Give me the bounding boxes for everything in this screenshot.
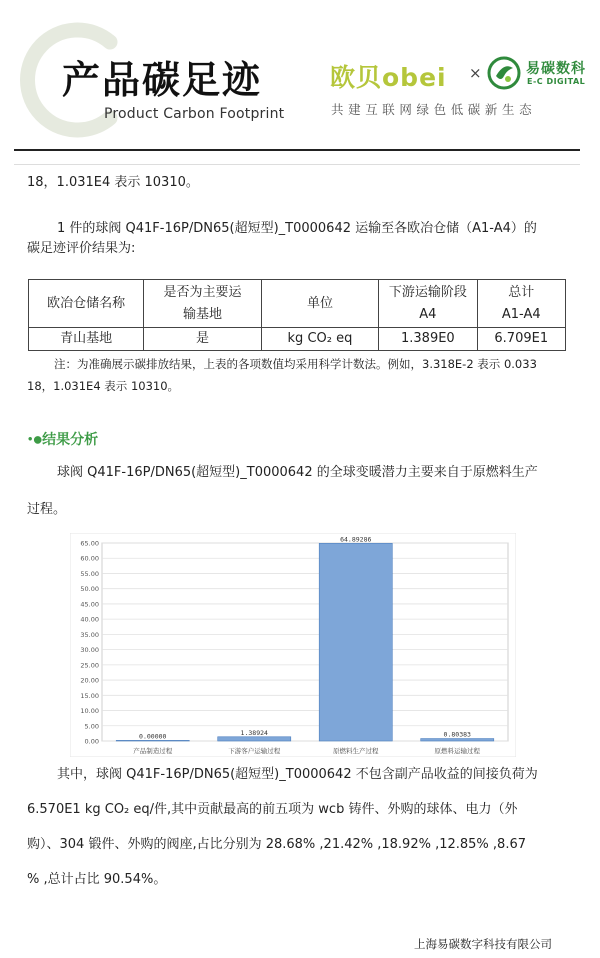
section-title: 结果分析 <box>42 432 99 448</box>
slogan: 共建互联网绿色低碳新生态 <box>331 102 537 117</box>
data-label: 0.00000 <box>139 732 167 741</box>
x-tick-label: 产品制造过程 <box>133 747 173 755</box>
cell-total: 6.709E1 <box>477 328 566 351</box>
ec-digital-logo-icon <box>487 56 521 90</box>
header-subdivider <box>14 164 580 165</box>
bullet-icon: •● <box>27 434 43 446</box>
times-sign: × <box>469 64 482 82</box>
analysis-line-2: 过程。 <box>27 502 67 517</box>
bar <box>319 543 392 741</box>
intro-line-1: 1 件的球阀 Q41F-16P/DN65(超短型)_T0000642 运输至各欧冶仓储（A1-A4）的 <box>57 221 537 236</box>
bar-chart <box>70 533 516 757</box>
plot-area <box>102 543 508 741</box>
conclusion-line-3: 购）、304 锻件、外购的阀座,占比分别为 28.68% ,21.42% ,18.92% ,12.85% ,8.67 <box>27 837 526 852</box>
ec-logo-english: E-C DIGITAL <box>527 77 586 86</box>
data-label: 64.89286 <box>340 535 372 544</box>
footer-company: 上海易碳数字科技有限公司 <box>414 937 552 951</box>
conclusion-line-2: 6.570E1 kg CO₂ eq/件,其中贡献最高的前五项为 wcb 铸件、外购的球体、电力（外 <box>27 802 518 817</box>
bar <box>421 739 494 741</box>
ec-logo-name: 易碳数科 <box>526 61 586 77</box>
header-cell-total: 总计 A1-A4 <box>477 280 566 328</box>
y-tick-label: 40.00 <box>80 615 99 624</box>
cell-unit: kg CO₂ eq <box>261 328 379 351</box>
y-tick-label: 10.00 <box>80 707 99 716</box>
y-tick-label: 25.00 <box>80 661 99 670</box>
top-fragment: 18，1.031E4 表示 10310。 <box>27 175 199 190</box>
cell-main-base: 是 <box>144 328 261 351</box>
cell-downstream: 1.389E0 <box>379 328 477 351</box>
y-tick-label: 0.00 <box>84 737 99 746</box>
header-divider <box>14 149 580 151</box>
data-label: 1.38924 <box>240 728 268 737</box>
cell-warehouse: 青山基地 <box>29 328 144 351</box>
x-tick-label: 下游客户运输过程 <box>228 747 281 755</box>
y-tick-label: 45.00 <box>80 600 99 609</box>
header-cell-warehouse: 欧冶仓储名称 <box>29 280 144 328</box>
results-table <box>28 279 566 351</box>
obei-logo: 欧贝obei <box>330 63 447 92</box>
x-tick-label: 原燃料运输过程 <box>434 747 480 755</box>
page-title: 产品碳足迹 <box>62 58 263 102</box>
conclusion-line-1: 其中，球阀 Q41F-16P/DN65(超短型)_T0000642 不包含副产品收益的间接负荷为 <box>57 767 538 782</box>
y-tick-label: 30.00 <box>80 646 99 655</box>
analysis-line-1: 球阀 Q41F-16P/DN65(超短型)_T0000642 的全球变暖潜力主要来自于原燃料生产 <box>57 465 538 480</box>
conclusion-line-4: % ,总计占比 90.54%。 <box>27 872 167 887</box>
page-subtitle: Product Carbon Footprint <box>104 106 285 122</box>
data-label: 0.80383 <box>443 730 471 739</box>
header-cell-downstream: 下游运输阶段 A4 <box>379 280 477 328</box>
y-tick-label: 55.00 <box>80 569 99 578</box>
y-tick-label: 50.00 <box>80 585 99 594</box>
note-line-2: 18，1.031E4 表示 10310。 <box>27 379 180 393</box>
note-line-1: 注：为准确展示碳排放结果，上表的各项数值均采用科学计数法。例如，3.318E-2 表示 0.033 <box>54 357 537 371</box>
y-tick-label: 15.00 <box>80 691 99 700</box>
bar <box>218 737 291 741</box>
section-heading <box>27 429 98 449</box>
bar <box>116 740 189 741</box>
y-tick-label: 35.00 <box>80 630 99 639</box>
y-tick-label: 60.00 <box>80 554 99 563</box>
header-cell-main-base: 是否为主要运 输基地 <box>144 280 261 328</box>
y-tick-label: 65.00 <box>80 539 99 548</box>
table-header-row <box>29 280 566 328</box>
y-tick-label: 5.00 <box>84 722 99 731</box>
header-cell-unit: 单位 <box>261 280 379 328</box>
y-tick-label: 20.00 <box>80 676 99 685</box>
table-row <box>29 328 566 351</box>
intro-line-2: 碳足迹评价结果为: <box>27 241 136 256</box>
x-tick-label: 原燃料生产过程 <box>333 747 379 755</box>
